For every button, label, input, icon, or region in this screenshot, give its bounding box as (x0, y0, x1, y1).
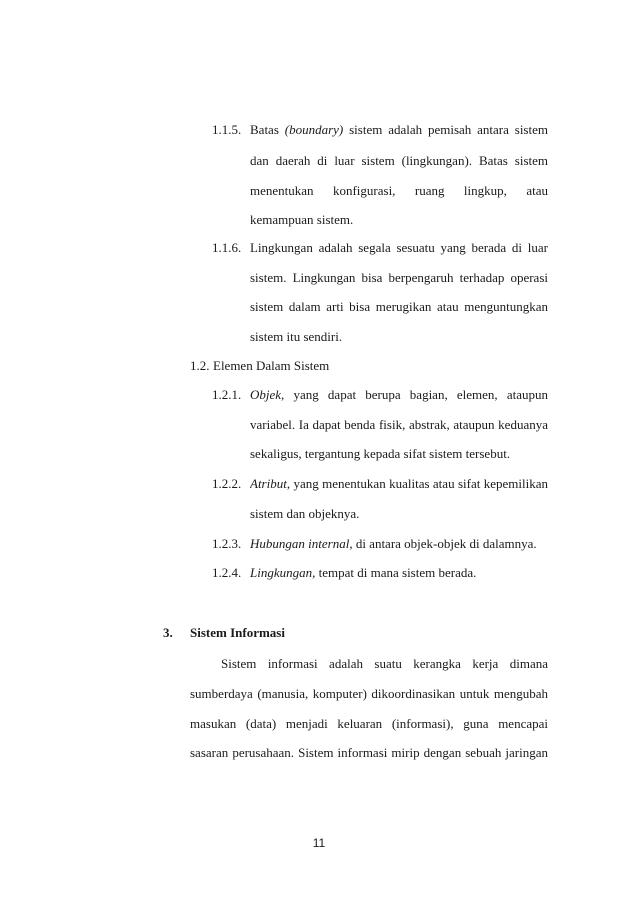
item-number-1-2-2: 1.2.2. (212, 476, 242, 491)
item-1-2-1-line-2: variabel. Ia dapat benda fisik, abstrak, ataupun keduanya (250, 417, 548, 432)
item-1-2-2-line-2: sistem dan objeknya. (250, 506, 360, 521)
item-number-1-1-5: 1.1.5. (212, 122, 242, 137)
section-3-paragraph-line-1: Sistem informasi adalah suatu kerangka kerja dimana (221, 656, 548, 671)
item-1-1-6-line-3: sistem dalam arti bisa merugikan atau menguntungkan (250, 299, 548, 314)
item-1-1-6-line-4: sistem itu sendiri. (250, 329, 343, 344)
section-number-3: 3. (163, 625, 173, 640)
section-title-3: Sistem Informasi (190, 625, 285, 640)
item-1-1-5-line-4: kemampuan sistem. (250, 212, 354, 227)
item-number-1-2-1: 1.2.1. (212, 387, 242, 402)
item-1-1-5-line-1: Batas (boundary) sistem adalah pemisah antara sistem (250, 122, 548, 137)
item-1-2-4-line-1: Lingkungan, tempat di mana sistem berada. (250, 565, 477, 580)
page-number: 11 (312, 836, 326, 850)
item-1-2-1-line-1: Objek, yang dapat berupa bagian, elemen, ataupun (250, 387, 548, 402)
item-1-2-1-line-3: sekaligus, tergantung kepada sifat sistem tersebut. (250, 446, 511, 461)
item-number-1-2-4: 1.2.4. (212, 565, 242, 580)
item-1-1-5-line-3: menentukan konfigurasi, ruang lingkup, atau (250, 183, 548, 198)
item-1-2-3-line-1: Hubungan internal, di antara objek-objek di dalamnya. (250, 536, 537, 551)
section-3-paragraph-line-3: masukan (data) menjadi keluaran (informasi), guna mencapai (190, 716, 548, 731)
subsection-number-1-2: 1.2. (190, 358, 210, 373)
subsection-title-1-2: Elemen Dalam Sistem (213, 358, 330, 373)
section-3-paragraph-line-4: sasaran perusahaan. Sistem informasi mirip dengan sebuah jaringan (190, 745, 548, 760)
item-1-1-6-line-1: Lingkungan adalah segala sesuatu yang berada di luar (250, 240, 548, 255)
item-number-1-2-3: 1.2.3. (212, 536, 242, 551)
section-3-paragraph-line-2: sumberdaya (manusia, komputer) dikoordinasikan untuk mengubah (190, 686, 548, 701)
item-1-2-2-line-1: Atribut, yang menentukan kualitas atau sifat kepemilikan (250, 476, 548, 491)
item-number-1-1-6: 1.1.6. (212, 240, 242, 255)
item-1-1-5-line-2: dan daerah di luar sistem (lingkungan). Batas sistem (250, 153, 548, 168)
item-1-1-6-line-2: sistem. Lingkungan bisa berpengaruh terhadap operasi (250, 270, 548, 285)
